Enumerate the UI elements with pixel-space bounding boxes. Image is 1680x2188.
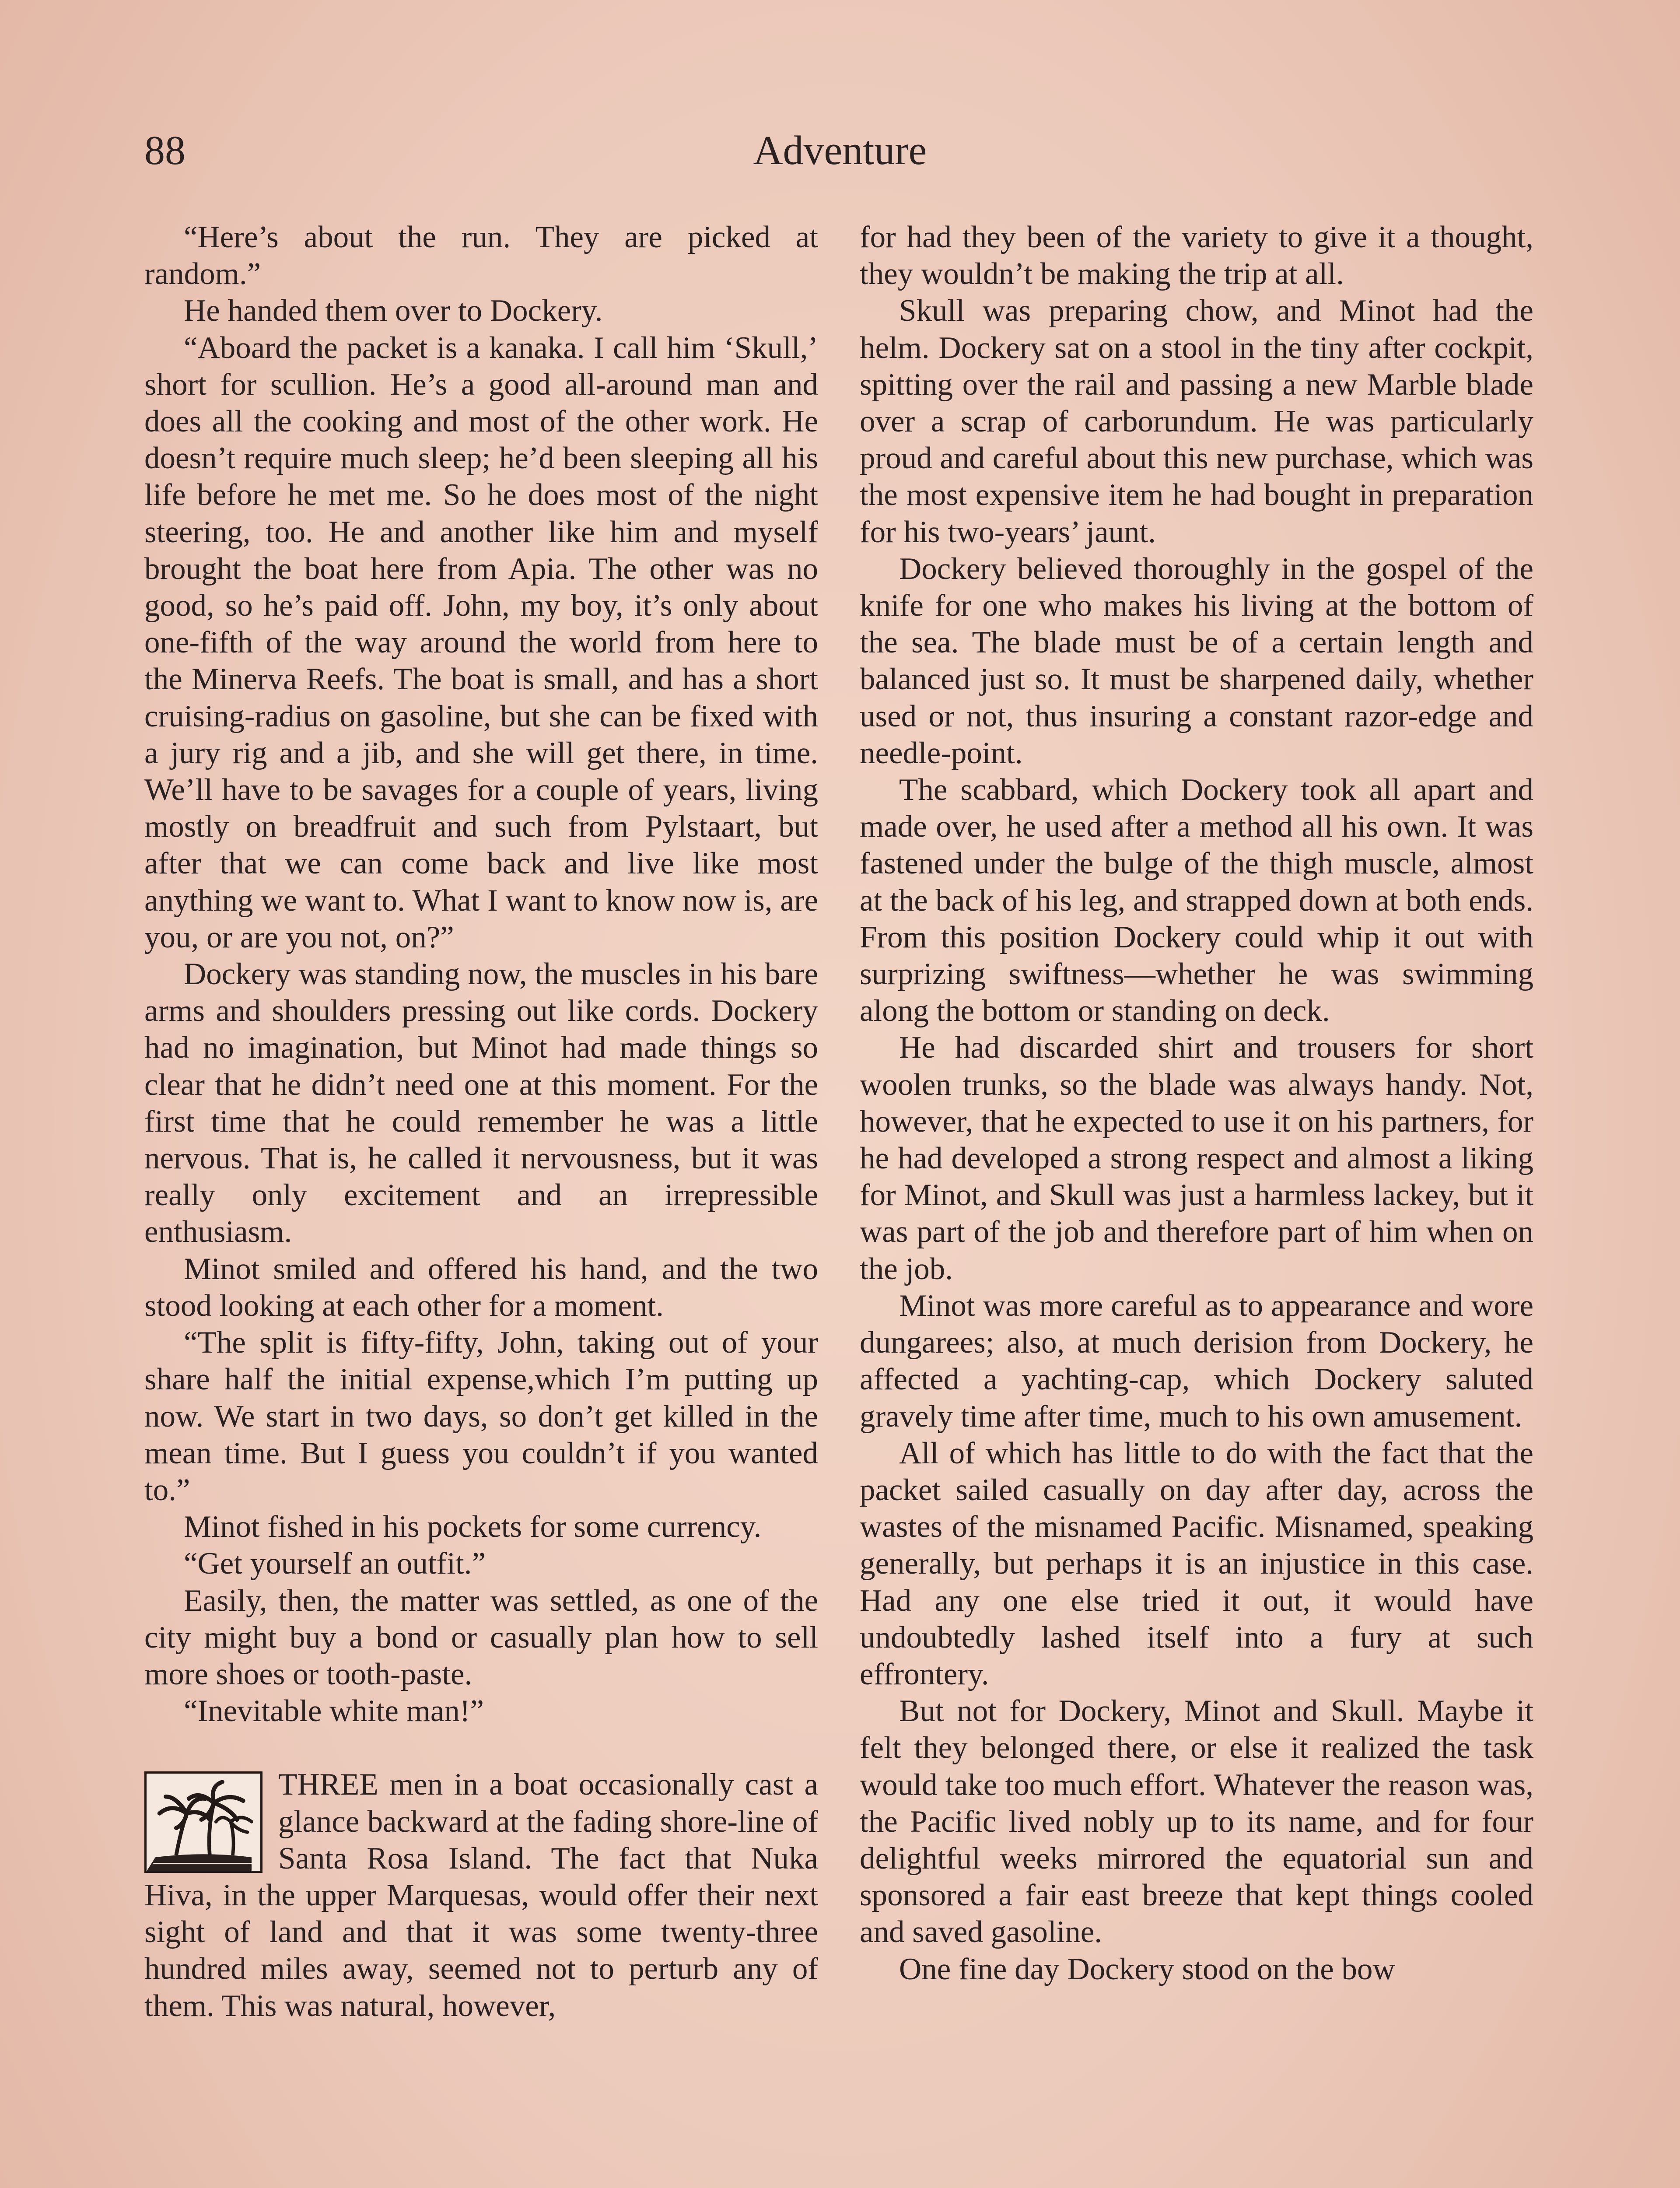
paragraph: He had discarded shirt and trousers for short woolen trunks, so the blade was always handy. Not, however, that he expected to use it on his partners, for he had developed a strong respect and almost a liking for Minot, and Skull was just a harmless lackey, but it was part of the job and therefore part of him when on the job. (860, 1031, 1533, 1286)
paragraph: He handed them over to Dockery. (184, 294, 603, 328)
right-column (860, 219, 1533, 1988)
paragraph: But not for Dockery, Minot and Skull. Maybe it felt they belonged there, or else it realized the task would take too much effort. Whatever the reason was, the Pacific lived nobly up to its name, and for four delightful weeks mirrored the equatorial sun and sponsored a fair east breeze that kept things cooled and saved gasoline. (860, 1694, 1533, 1950)
paragraph: “Aboard the packet is a kanaka. I call him ‘Skull,’ short for scullion. He’s a good all-around man and does all the cooking and most of the other work. He doesn’t require much sleep; he’d been sleeping all his life before he met me. So he does most of the night steering, too. He and another like him and myself brought the boat here from Apia. The other was no good, so he’s paid off. John, my boy, it’s only about one-fifth of the way around the world from here to the Minerva Reefs. The boat is small, and has a short cruising-radius on gasoline, but she can be fixed with a jury rig and a jib, and she will get there, in time. We’ll have to be savages for a couple of years, living mostly on breadfruit and such from Pylstaart, but after that we can come back and live like most anything we want to. What I want to know now is, are you, or are you not, on?” (144, 330, 818, 954)
paragraph: Dockery was standing now, the muscles in his bare arms and shoulders pressing out like cords. Dockery had no imagination, but Minot had made things so clear that he didn’t need one at this moment. For the first time that he could remember he was a little nervous. That is, he called it nervousness, but it was really only excitement and an irrepressible enthusiasm. (144, 957, 818, 1249)
paragraph: One fine day Dockery stood on the bow (899, 1952, 1395, 1986)
paragraph: Dockery believed thoroughly in the gospel of the knife for one who makes his living at the bottom of the sea. The blade must be of a certain length and balanced just so. It must be sharpened daily, whether used or not, thus insuring a constant razor-edge and needle-point. (860, 551, 1533, 770)
paragraph: Minot fished in his pockets for some currency. (184, 1510, 762, 1544)
page-header (0, 127, 1680, 188)
paragraph: Skull was preparing chow, and Minot had the helm. Dockery sat on a stool in the tiny after cockpit, spitting over the rail and passing a new Marble blade over a scrap of carborundum. He was particularly proud and careful about this new purchase, which was the most expensive item he had bought in preparation for his two-years’ jaunt. (860, 294, 1533, 549)
opening-word: THREE (278, 1767, 378, 1802)
paragraph: The scabbard, which Dockery took all apart and made over, he used after a method all his own. It was fastened under the bulge of the thigh muscle, almost at the back of his leg, and strapped down at both ends. From this position Dockery could whip it out with surprizing swiftness—whether he was swimming along the bottom or standing on deck. (860, 773, 1533, 1028)
paragraph: All of which has little to do with the fact that the packet sailed casually on day after day, across the wastes of the misnamed Pacific. Misnamed, speaking generally, but perhaps it is an injustice in this case. Had any one else tried it out, it would have undoubtedly lashed itself into a fury at such effrontery. (860, 1436, 1533, 1691)
paragraph: Minot smiled and offered his hand, and the two stood looking at each other for a moment. (144, 1252, 818, 1323)
paragraph: “The split is fifty-fifty, John, taking out of your share half the initial expense,which I’m putting up now. We start in two days, so don’t get killed in the mean time. But I guess you couldn’t if you wanted to.” (144, 1325, 818, 1507)
section-opening (144, 1766, 818, 2024)
section-break (144, 1729, 818, 1766)
palm-trees-icon (144, 1771, 262, 1873)
paragraph: for had they been of the variety to give it a thought, they wouldn’t be making the trip at all. (860, 220, 1533, 291)
paragraph: “Inevitable white man!” (184, 1694, 484, 1729)
paragraph: Minot was more careful as to appearance and wore dungarees; also, at much derision from Dockery, he affected a yachting-cap, which Dockery saluted gravely time after time, much to his own amusement. (860, 1288, 1533, 1434)
paragraph-text: men in a boat occasionally cast a glance backward at the fading shore-line of Santa Rosa Island. The fact that Nuka Hiva, in the upper Marquesas, would offer their next sight of land and that it was some twenty-three hundred miles away, seemed not to perturb any of them. This was natural, however, (144, 1767, 818, 2023)
page-number: 88 (144, 128, 186, 173)
running-title: Adventure (753, 128, 927, 173)
paragraph: “Get yourself an outfit.” (184, 1546, 486, 1581)
paragraph: “Here’s about the run. They are picked at random.” (144, 220, 818, 291)
paragraph: Easily, then, the matter was settled, as one of the city might buy a bond or casually plan how to sell more shoes or tooth-paste. (144, 1583, 818, 1691)
left-column (144, 219, 818, 2024)
